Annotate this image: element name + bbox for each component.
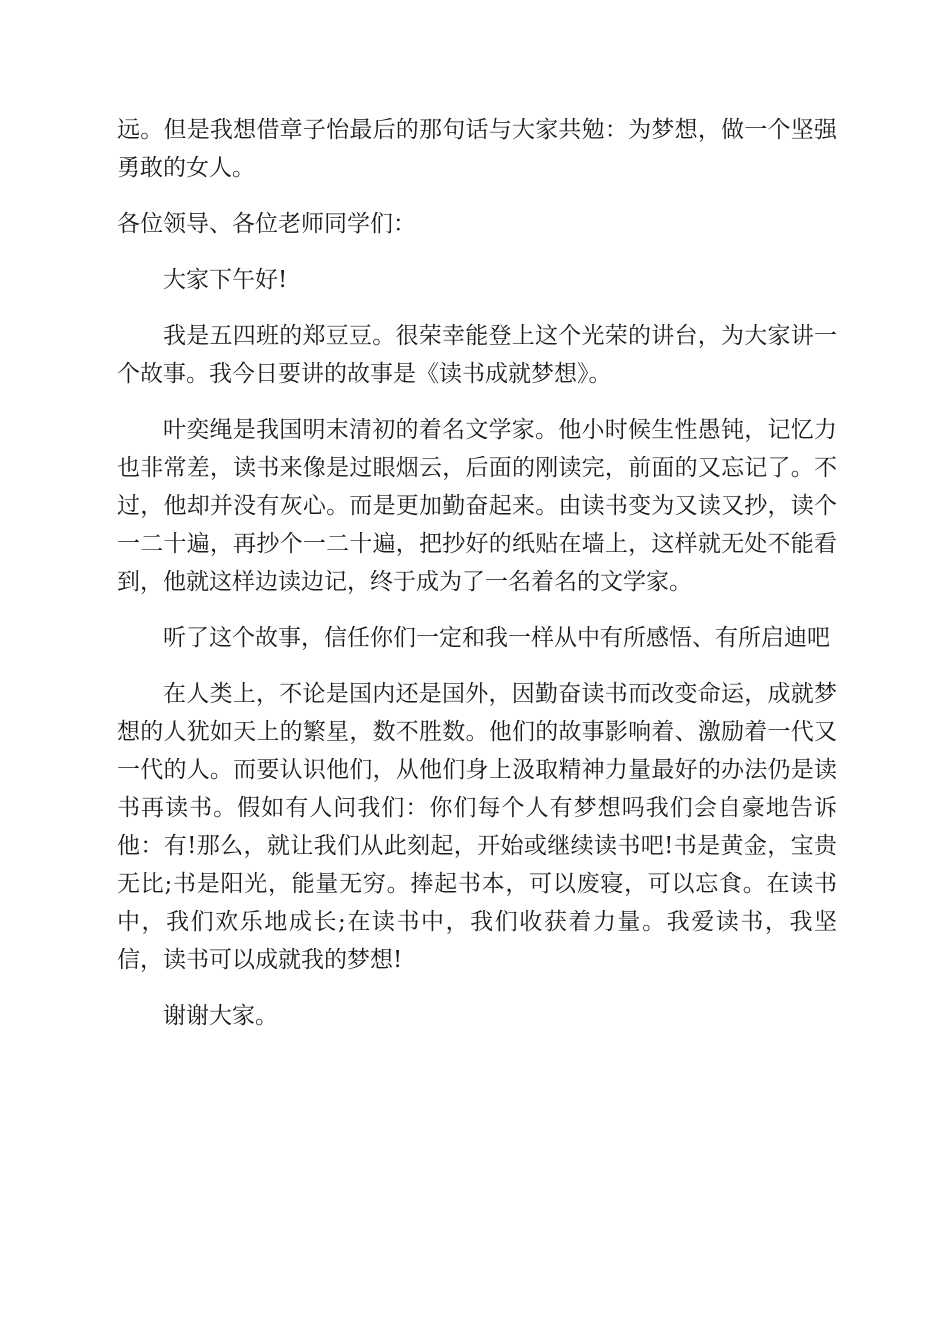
paragraph-greeting: 大家下午好! [163, 267, 288, 293]
paragraph-salutation: 各位领导、各位老师同学们： [117, 211, 416, 237]
paragraph-reflection: 听了这个故事，信任你们一定和我一样从中有所感悟、有所启迪吧 [163, 625, 830, 651]
paragraph-continuation: 远。但是我想借章子怡最后的那句话与大家共勉：为梦想，做一个坚强勇敢的女人。 [117, 117, 837, 181]
paragraph-story: 叶奕绳是我国明末清初的着名文学家。他小时候生性愚钝，记忆力也非常差，读书来像是过眼烟云，后面的刚读完，前面的又忘记了。不过，他却并没有灰心。而是更加勤奋起来。由读书变为又读又抄，读个一二十遍，再抄个一二十遍，把抄好的纸贴在墙上，这样就无处不能看到，他就这样边读边记，终于成为了一名着名的文学家。 [117, 417, 837, 595]
paragraph-introduction: 我是五四班的郑豆豆。很荣幸能登上这个光荣的讲台，为大家讲一个故事。我今日要讲的故事是《读书成就梦想》。 [117, 323, 837, 387]
paragraph-main-argument: 在人类上，不论是国内还是国外，因勤奋读书而改变命运，成就梦想的人犹如天上的繁星，数不胜数。他们的故事影响着、激励着一代又一代的人。而要认识他们，从他们身上汲取精神力量最好的办法仍是读书再读书。假如有人问我们：你们每个人有梦想吗我们会自豪地告诉他：有!那么，就让我们从此刻起，开始或继续读书吧!书是黄金，宝贵无比;书是阳光，能量无穷。捧起书本，可以废寝，可以忘食。在读书中，我们欢乐地成长;在读书中，我们收获着力量。我爱读书，我坚信，读书可以成就我的梦想! [117, 681, 837, 973]
document-body [117, 111, 837, 1053]
paragraph-closing: 谢谢大家。 [163, 1003, 278, 1029]
